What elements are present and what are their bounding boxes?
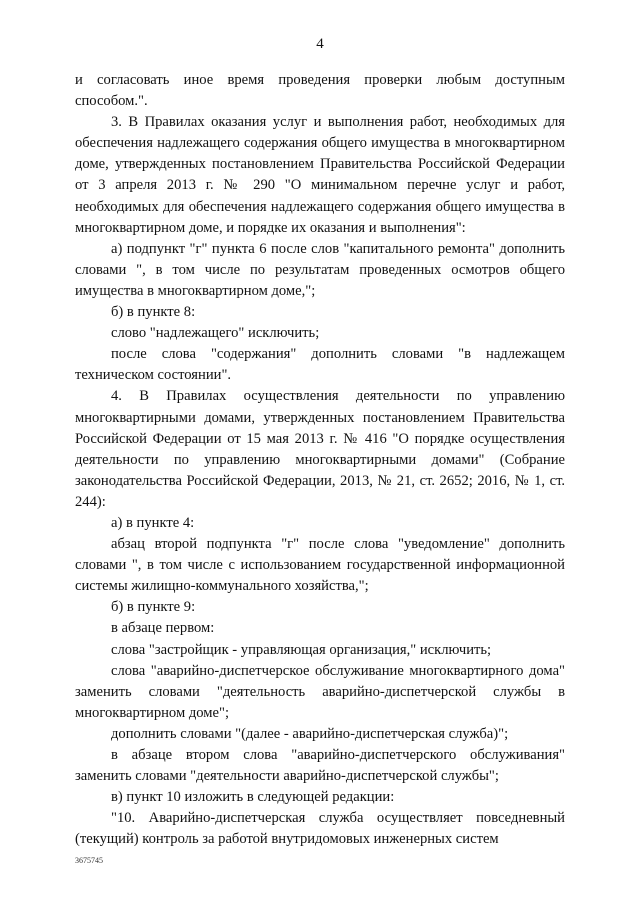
paragraph: дополнить словами "(далее - аварийно-диспетчерская служба)";	[111, 725, 509, 742]
document-body	[75, 70, 565, 850]
paragraph: 3. В Правилах оказания услуг и выполнения работ, необходимых для обеспечения надлежащего содержания общего имущества в многоквартирном доме, утвержденных постановлением Правительства Российской Федерации от 3 апреля 2013 г. № 290 "О минимальном перечне услуг и работ, необходимых для обеспечения надлежащего содержания общего имущества в многоквартирном доме, и порядке их оказания и выполнения":	[75, 114, 565, 236]
paragraph: слово "надлежащего" исключить;	[111, 325, 320, 342]
paragraph: б) в пункте 9:	[111, 599, 196, 616]
paragraph: а) подпункт "г" пункта 6 после слов "капитального ремонта" дополнить словами ", в том числе по результатам проведенных осмотров общего имущества в многоквартирном доме,";	[75, 240, 565, 299]
paragraph: а) в пункте 4:	[111, 514, 195, 531]
paragraph: "10. Аварийно-диспетчерская служба осуществляет повседневный (текущий) контроль за работой внутридомовых инженерных систем	[75, 810, 565, 848]
paragraph: и согласовать иное время проведения проверки любым доступным способом.".	[75, 72, 565, 110]
paragraph: абзац второй подпункта "г" после слова "уведомление" дополнить словами ", в том числе с использованием государственной информационной системы жилищно-коммунального хозяйства,";	[75, 536, 565, 595]
paragraph: после слова "содержания" дополнить словами "в надлежащем техническом состоянии".	[75, 346, 565, 384]
paragraph: 4. В Правилах осуществления деятельности по управлению многоквартирными домами, утвержденных постановлением Правительства Российской Федерации от 15 мая 2013 г. № 416 "О порядке осуществления деятельности по управлению многоквартирными домами" (Собрание законодательства Российской Федерации, 2013, № 21, ст. 2652; 2016, № 1, ст. 244):	[75, 388, 565, 510]
page-number: 4	[316, 36, 324, 52]
paragraph: в абзаце первом:	[111, 620, 215, 637]
paragraph: слова "аварийно-диспетчерское обслуживание многоквартирного дома" заменить словами "деятельность аварийно-диспетчерской службы в многоквартирном доме";	[75, 662, 565, 721]
paragraph: в абзаце втором слова "аварийно-диспетчерского обслуживания" заменить словами "деятельности аварийно-диспетчерской службы";	[75, 747, 565, 785]
paragraph: в) пункт 10 изложить в следующей редакции:	[111, 789, 395, 806]
document-code: 3675745	[75, 856, 103, 865]
paragraph: б) в пункте 8:	[111, 304, 196, 321]
paragraph: слова "застройщик - управляющая организация," исключить;	[111, 641, 492, 658]
